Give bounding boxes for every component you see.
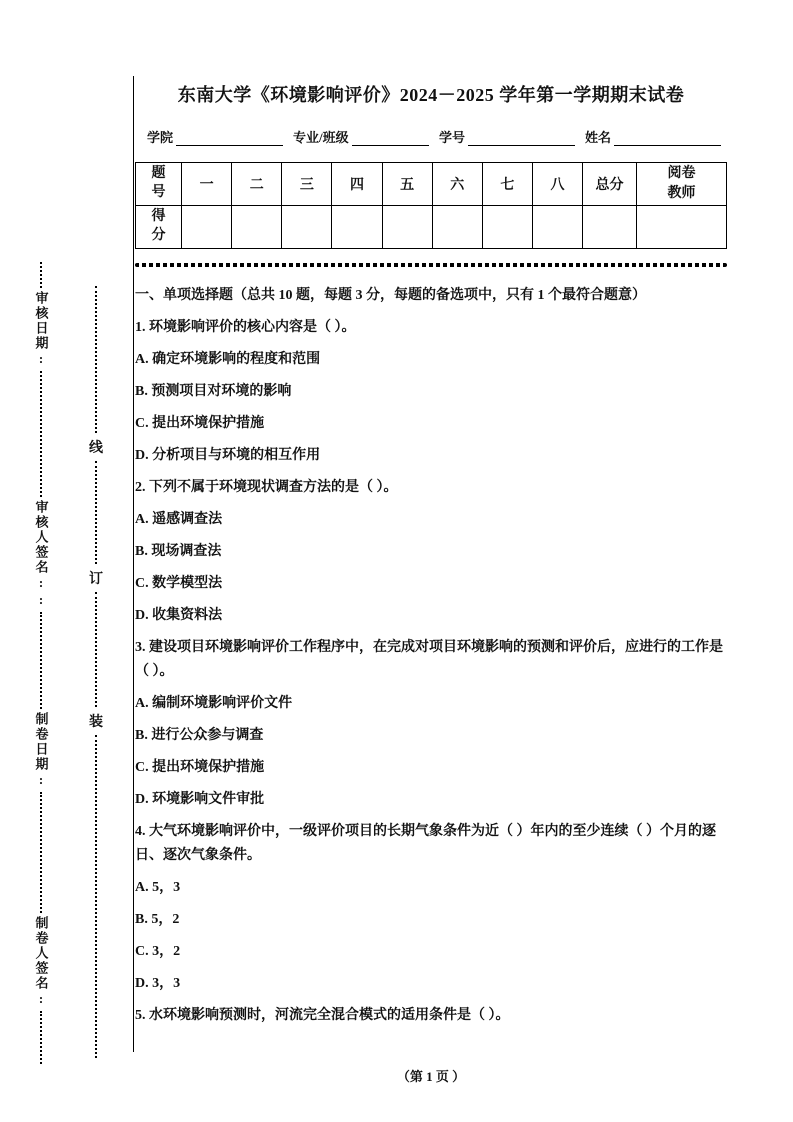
dotted-line — [40, 371, 42, 497]
option-item: B. 现场调查法 — [135, 544, 222, 559]
dotted-line — [40, 262, 42, 288]
option-item: B. 5，2 — [135, 912, 180, 927]
option-item: C. 数学模型法 — [135, 576, 223, 591]
exam-body — [135, 284, 727, 1028]
binding-char-zhuang: 装 — [89, 715, 103, 731]
name-field — [585, 127, 721, 146]
score-table-cell: 五 — [382, 163, 432, 206]
question-text: 3. 建设项目环境影响评价工作程序中，在完成对项目环境影响的预测和评价后，应进行的工作是（ ）。 — [135, 640, 723, 679]
binding-line-column — [86, 286, 106, 1058]
section-heading: 一、单项选择题（总共 10 题，每题 3 分，每题的备选项中，只有 1 个最符合题意） — [135, 288, 646, 303]
content-left-rule — [133, 76, 134, 1052]
score-table-score-row — [136, 206, 727, 249]
option-item: D. 3，3 — [135, 976, 181, 991]
score-table-cell: 四 — [332, 163, 382, 206]
option-item: A. 确定环境影响的程度和范围 — [135, 352, 321, 367]
score-table-cell: 三 — [282, 163, 332, 206]
page-number: （第 1 页 ） — [396, 1069, 466, 1084]
question-text: 1. 环境影响评价的核心内容是（ ）。 — [135, 320, 356, 335]
dotted-line — [40, 792, 42, 913]
question-text: 5. 水环境影响预测时，河流完全混合模式的适用条件是（ ）。 — [135, 1008, 510, 1023]
name-label: 姓名 — [585, 130, 612, 145]
option-item: D. 收集资料法 — [135, 608, 223, 623]
dotted-line — [40, 612, 42, 709]
student-id-label: 学号 — [439, 130, 466, 145]
option-item: A. 遥感调查法 — [135, 512, 223, 527]
score-table-cell-defen: 得分 — [136, 206, 182, 249]
option-item: B. 进行公众参与调查 — [135, 728, 264, 743]
score-table — [135, 162, 727, 249]
score-table-cell: 六 — [432, 163, 482, 206]
score-table-empty-cell — [432, 206, 482, 249]
option-item: A. 5，3 — [135, 880, 181, 895]
option-item: B. 预测项目对环境的影响 — [135, 384, 292, 399]
score-table-empty-cell — [382, 206, 432, 249]
binding-char-ding: 订 — [89, 571, 103, 587]
option-item: C. 3，2 — [135, 944, 181, 959]
score-table-cell: 八 — [532, 163, 582, 206]
name-blank — [614, 130, 721, 146]
score-table-cell: 二 — [232, 163, 282, 206]
make-date-label: 制卷日期: — [33, 711, 49, 789]
student-info-row — [147, 126, 721, 146]
question-text: 4. 大气环境影响评价中，一级评价项目的长期气象条件为近（ ）年内的至少连续（ ）个月的逐日、逐次气象条件。 — [135, 824, 716, 863]
score-table-cell-total: 总分 — [583, 163, 637, 206]
college-label: 学院 — [147, 130, 174, 145]
major-class-blank — [352, 130, 429, 146]
dotted-line — [40, 1011, 42, 1064]
question-text: 2. 下列不属于环境现状调查方法的是（ ）。 — [135, 480, 398, 495]
score-table-empty-cell — [182, 206, 232, 249]
option-item: D. 环境影响文件审批 — [135, 792, 265, 807]
score-table-empty-cell — [532, 206, 582, 249]
dotted-line — [95, 735, 97, 1058]
college-field — [147, 127, 283, 146]
maker-signature-label: 制卷人签名: — [33, 915, 49, 1008]
college-blank — [176, 130, 283, 146]
option-item: C. 提出环境保护措施 — [135, 416, 265, 431]
dotted-line — [95, 461, 97, 564]
score-table-empty-cell — [583, 206, 637, 249]
score-table-empty-cell — [637, 206, 727, 249]
option-item: A. 编制环境影响评价文件 — [135, 696, 293, 711]
score-table-cell-grader: 阅卷教师 — [637, 163, 727, 206]
exam-page — [135, 82, 727, 1036]
score-table-cell: 七 — [482, 163, 532, 206]
score-table-empty-cell — [482, 206, 532, 249]
student-id-blank — [468, 130, 575, 146]
exam-title: 东南大学《环境影响评价》2024－2025 学年第一学期期末试卷 — [177, 85, 685, 105]
dotted-line — [95, 592, 97, 707]
score-table-cell: 一 — [182, 163, 232, 206]
dotted-separator — [135, 263, 727, 267]
major-class-label: 专业/班级 — [293, 130, 349, 145]
score-table-cell-tihao: 题号 — [136, 163, 182, 206]
review-date-label: 审核日期: — [33, 291, 49, 368]
margin-signature-column — [26, 262, 56, 1064]
score-table-empty-cell — [332, 206, 382, 249]
score-table-empty-cell — [232, 206, 282, 249]
student-id-field — [439, 127, 575, 146]
binding-char-xian: 线 — [89, 440, 103, 456]
option-item: C. 提出环境保护措施 — [135, 760, 265, 775]
score-table-header-row — [136, 163, 727, 206]
dotted-line — [95, 286, 97, 433]
major-class-field — [293, 127, 429, 146]
reviewer-signature-label: 审核人签名:: — [33, 499, 49, 609]
option-item: D. 分析项目与环境的相互作用 — [135, 448, 321, 463]
score-table-empty-cell — [282, 206, 332, 249]
